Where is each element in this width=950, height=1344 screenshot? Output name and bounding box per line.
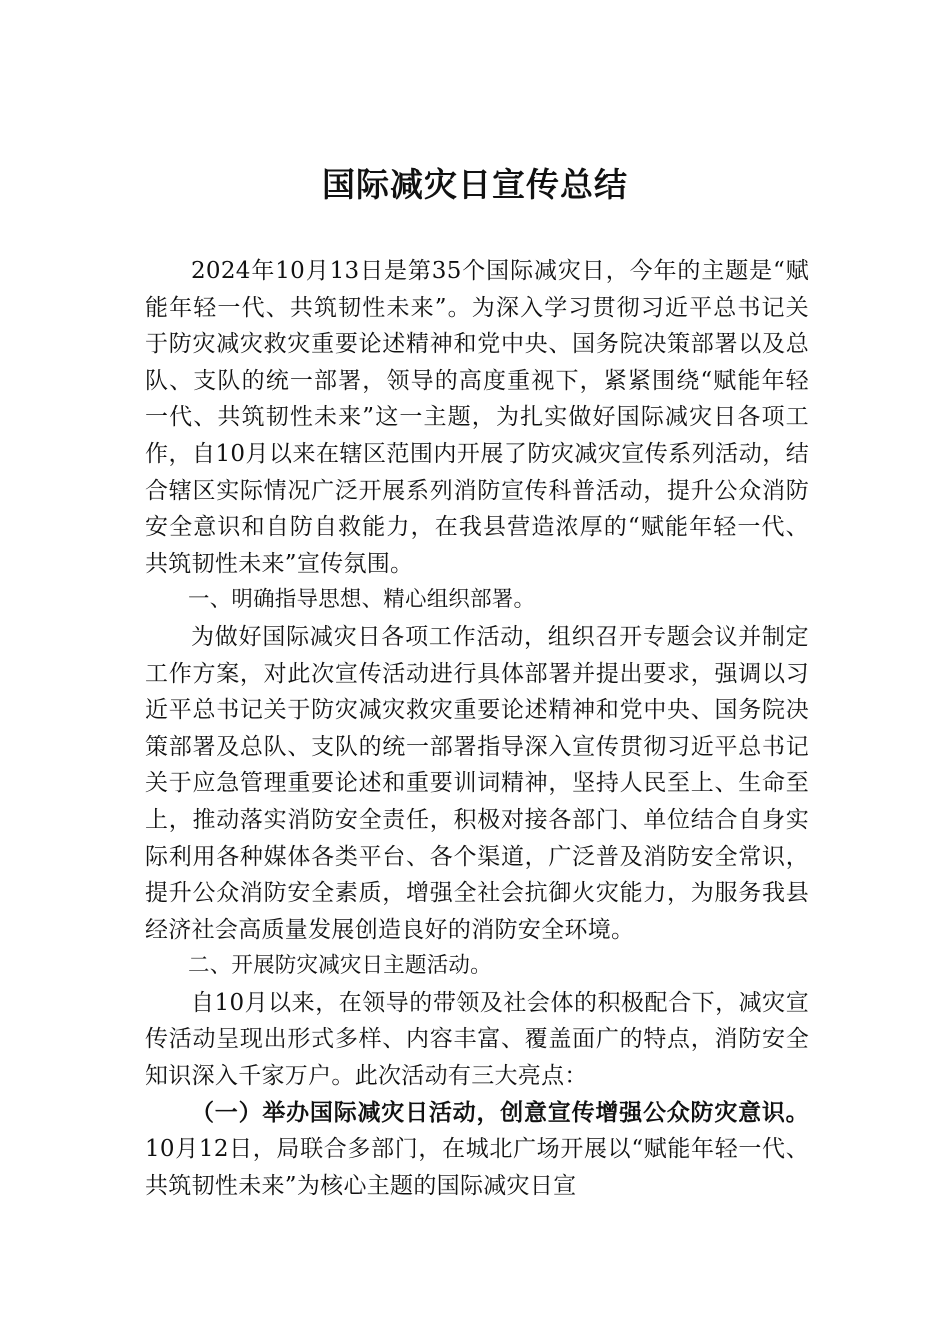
subsection-1-paragraph (145, 1095, 809, 1205)
page-footer-margin (0, 1284, 950, 1344)
document-body (145, 253, 809, 1204)
section-2-paragraph: 自10月以来，在领导的带领及社会体的积极配合下，减灾宣传活动呈现出形式多样、内容丰富、覆盖面广的特点，消防安全知识深入千家万户。此次活动有三大亮点： (145, 989, 809, 1090)
section-1-paragraph: 为做好国际减灾日各项工作活动，组织召开专题会议并制定工作方案，对此次宣传活动进行具体部署并提出要求，强调以习近平总书记关于防灾减灾救灾重要论述精神和党中央、国务院决策部署及总队、支队的统一部署指导深入宣传贯彻习近平总书记关于应急管理重要论述和重要训词精神，坚持人民至上、生命至上，推动落实消防安全责任，积极对接各部门、单位结合自身实际利用各种媒体各类平台、各个渠道，广泛普及消防安全常识，提升公众消防安全素质，增强全社会抗御火灾能力，为服务我县经济社会高质量发展创造良好的消防安全环境。 (145, 623, 809, 943)
intro-paragraph: 2024年10月13日是第35个国际减灾日，今年的主题是“赋能年轻一代、共筑韧性未来”。为深入学习贯彻习近平总书记关于防灾减灾救灾重要论述精神和党中央、国务院决策部署以及总队、支队的统一部署，领导的高度重视下，紧紧围绕“赋能年轻一代、共筑韧性未来”这一主题，为扎实做好国际减灾日各项工作，自10月以来在辖区范围内开展了防灾减灾宣传系列活动，结合辖区实际情况广泛开展系列消防宣传科普活动，提升公众消防安全意识和自防自救能力，在我县营造浓厚的“赋能年轻一代、共筑韧性未来”宣传氛围。 (145, 258, 809, 577)
subsection-1-body: 10月12日，局联合多部门，在城北广场开展以“赋能年轻一代、共筑韧性未来”为核心主题的国际减灾日宣 (145, 1136, 809, 1199)
section-1-heading: 一、明确指导思想、精心组织部署。 (188, 587, 536, 613)
document-title: 国际减灾日宣传总结 (322, 165, 628, 204)
subsection-1-label: （一）举办国际减灾日活动，创意宣传增强公众防灾意识。 (191, 1099, 809, 1126)
section-2-heading: 二、开展防灾减灾日主题活动。 (188, 953, 492, 979)
